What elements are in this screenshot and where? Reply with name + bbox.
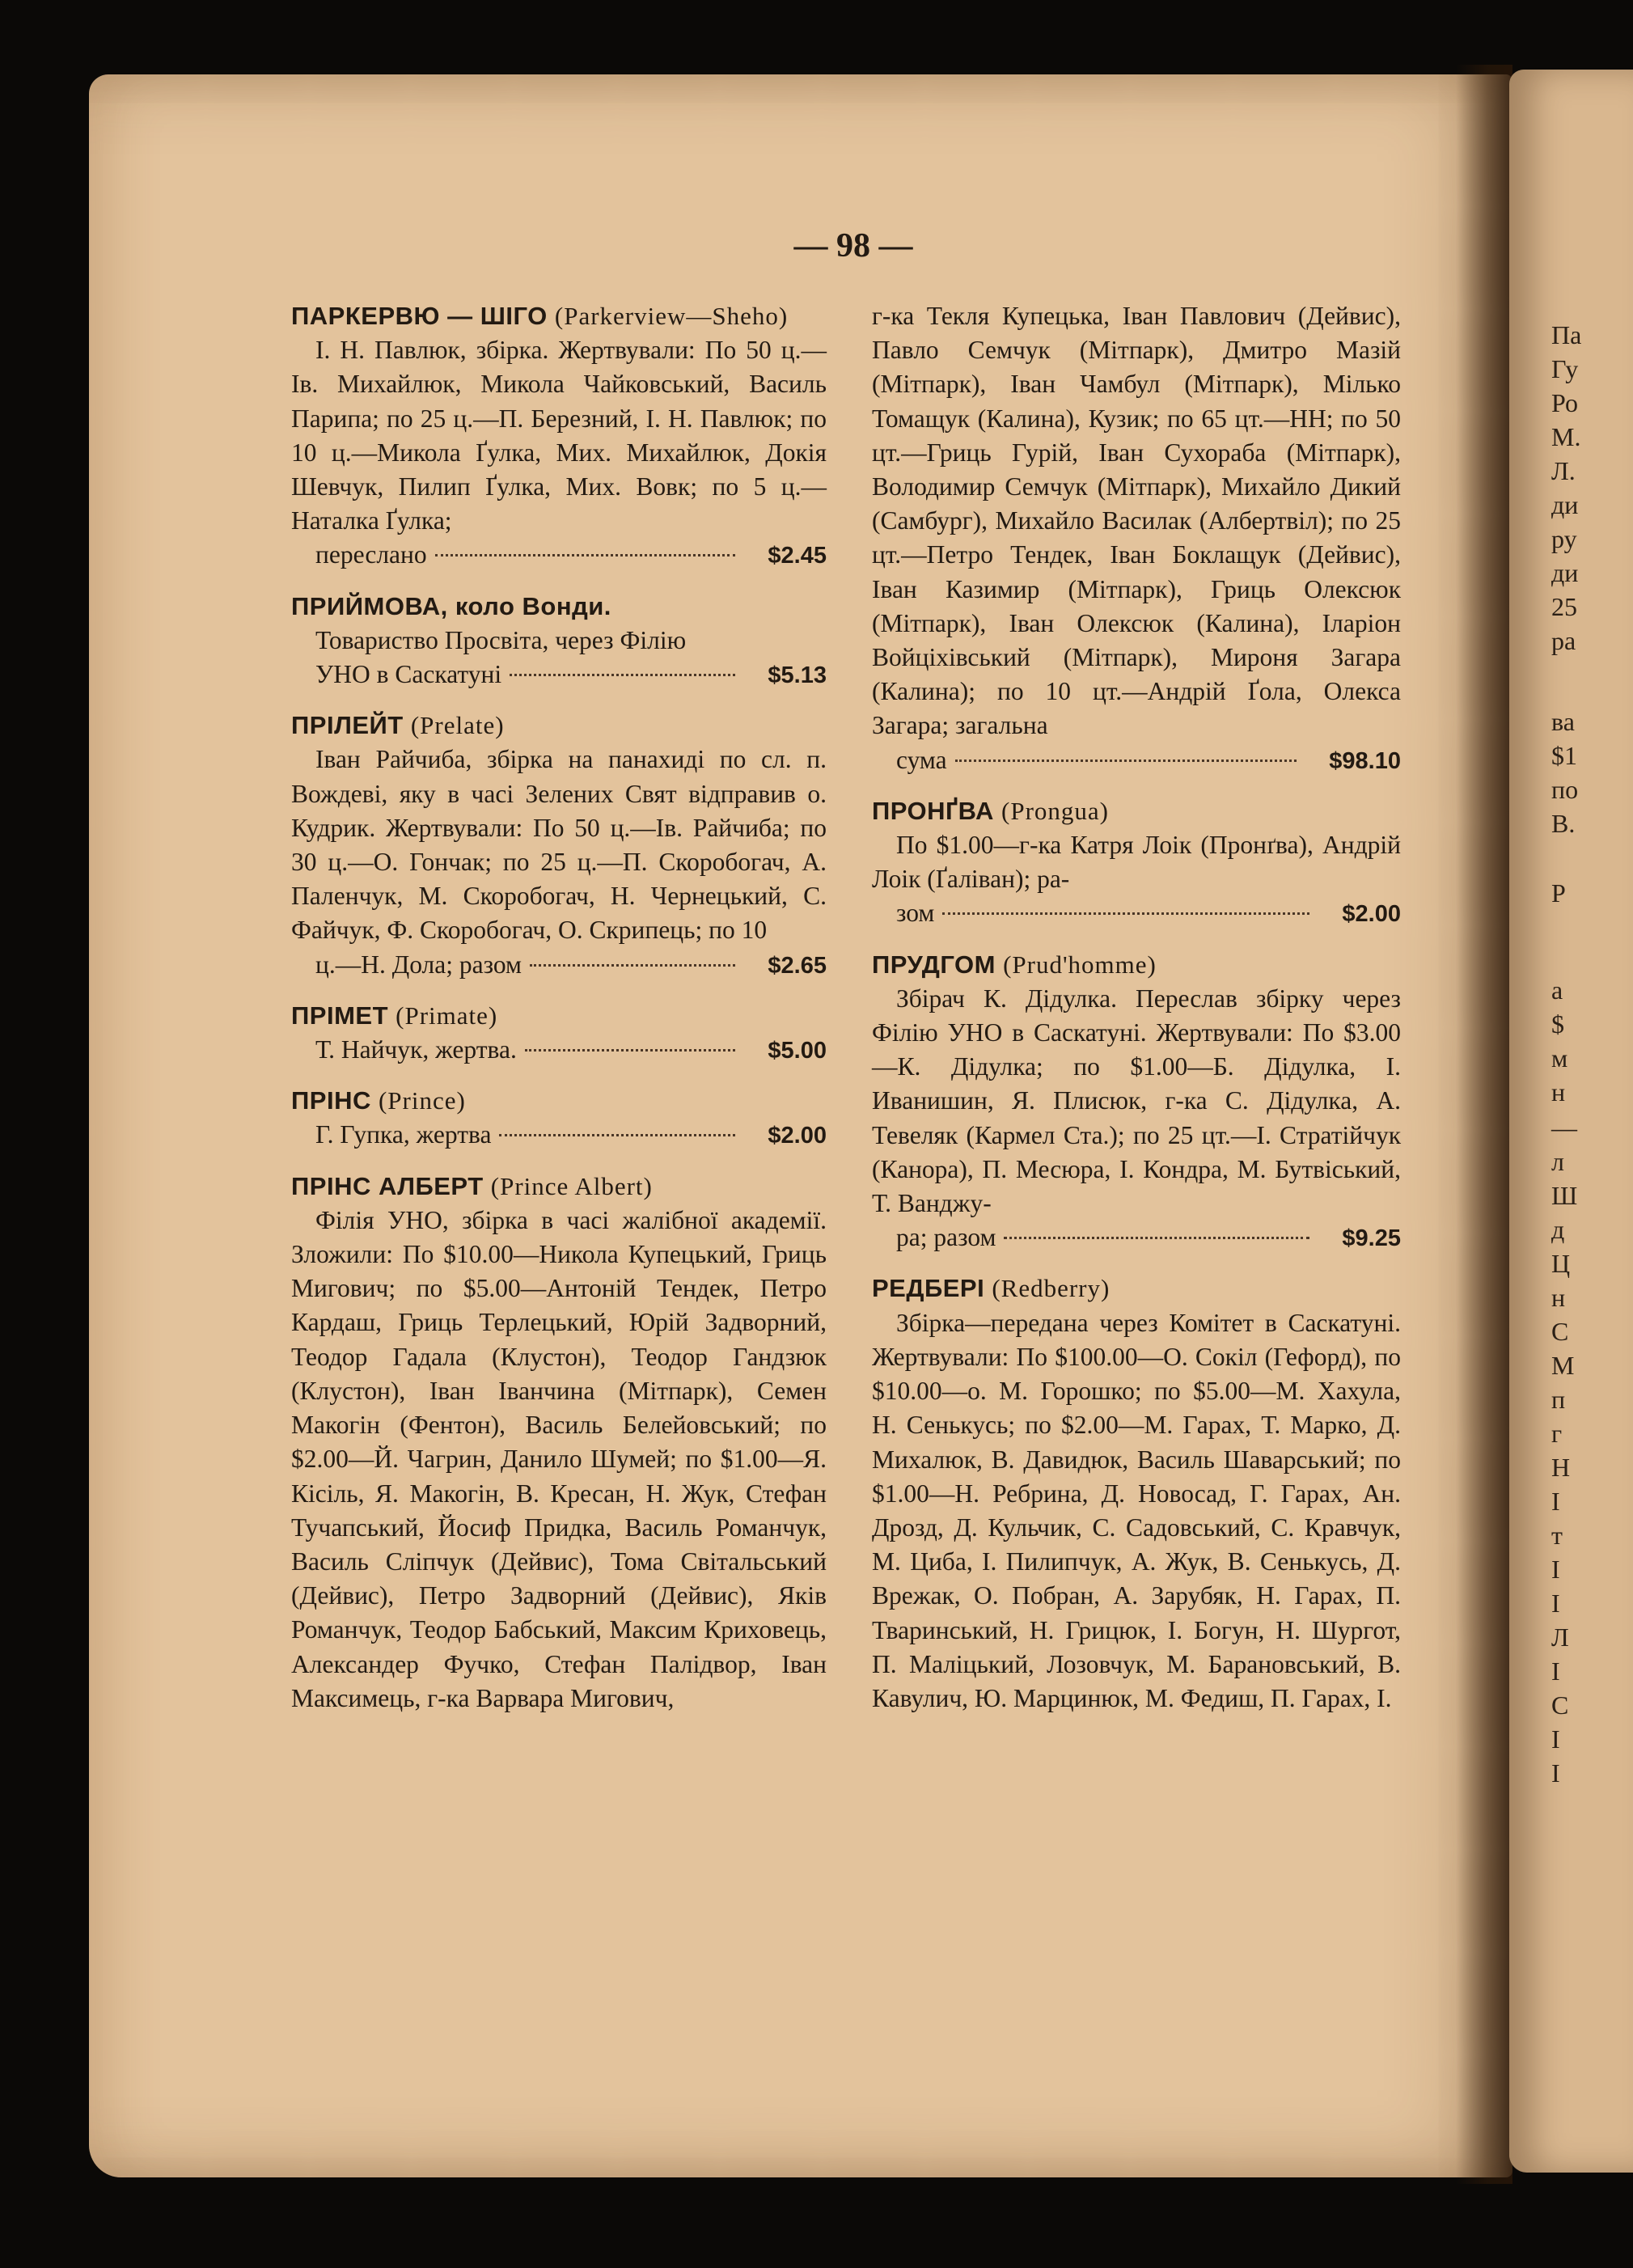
place-latin-name: (Parkerview—Sheho) <box>554 302 789 330</box>
next-page-fragment: л <box>1551 1147 1564 1176</box>
section-heading <box>291 299 827 333</box>
total-line <box>291 1118 827 1153</box>
next-page-fragment: н <box>1551 1077 1566 1106</box>
place-name: ПРІЛЕЙТ <box>291 711 404 740</box>
entry-section <box>291 590 827 693</box>
entry-section <box>291 999 827 1068</box>
entry-text: Збірач К. Дідулка. Переслав збірку через Філію УНО в Саскатуні. Жертвували: По $3.00—К. Дідулка; по $1.00—Б. Дідулка, І. Иванишин, Я. Плисюк, г-ка С. Дідулка, А. Тевеляк (Кармел Ста.); по 25 цт.—І. Стратійчук (Канора), П. Месюра, І. Кондра, М. Бутвіський, Т. Ванджу- <box>872 984 1401 1218</box>
dot-leader <box>435 554 736 556</box>
place-name: ПРУДГОМ <box>872 950 996 979</box>
section-body <box>291 743 827 982</box>
next-page-fragment: т <box>1551 1521 1563 1550</box>
entry-section <box>291 709 827 983</box>
entry-section <box>872 1272 1401 1716</box>
total-amount: $2.45 <box>768 543 827 569</box>
total-label: Т. Найчук, жертва. <box>315 1035 517 1064</box>
next-page-fragment: п <box>1551 1385 1566 1414</box>
place-name: ПРІНС АЛБЕРТ <box>291 1171 484 1200</box>
entry-text: І. Н. Павлюк, збірка. Жертвували: По 50 ц.—Ів. Михайлюк, Микола Чайковський, Василь Парипа; по 25 ц.—П. Березний, І. Н. Павлюк; по 10 ц.—Микола Ґулка, Мих. Михайлюк, Докія Шевчук, Пилип Ґулка, Мих. Вовк; по 5 ц.—Наталка Ґулка; <box>291 336 827 535</box>
total-amount: $2.65 <box>768 952 827 979</box>
next-page-fragment: Ц <box>1551 1249 1571 1278</box>
total-label: сума <box>896 745 947 774</box>
next-page-fragment: Р <box>1551 878 1566 908</box>
entry-text: Збірка—передана через Комітет в Саскатуні. Жертвували: По $100.00—О. Сокіл (Гефорд), по $10.00—о. М. Горошко; по $5.00—М. Хахула, Н. Сенькусь; по $2.00—М. Гарах, Т. Марко, Д. Михалюк, В. Давидюк, Василь Шаварський; по $1.00—Н. Ребрина, Д. Новосад, Г. Гарах, Ан. Дрозд, Д. Кульчик, С. Садовський, С. Кравчук, М. Циба, І. Пилипчук, А. Жук, В. Сенькусь, Д. Врежак, О. Побран, А. Зарубяк, Н. Гарах, П. Тваринський, Н. Грицюк, І. Богун, Н. Шургот, П. Маліцький, Лозовчук, М. Барановський, В. Кавулич, Ю. Марцинюк, М. Федиш, П. Гарах, І. <box>872 1308 1401 1712</box>
entry-section <box>291 1170 827 1716</box>
dot-leader <box>942 912 1309 915</box>
section-body <box>291 1033 827 1068</box>
place-latin-name: (Primate) <box>396 1001 498 1030</box>
next-page-fragment: В. <box>1551 809 1576 838</box>
next-page-fragment: Л. <box>1551 456 1576 485</box>
total-amount: $2.00 <box>1342 901 1401 928</box>
next-page-fragment: І <box>1551 1589 1560 1618</box>
next-page-fragment: $1 <box>1551 741 1577 770</box>
dot-leader <box>499 1134 735 1136</box>
right-column <box>872 299 1401 1732</box>
total-line <box>291 1033 827 1068</box>
section-body <box>291 333 827 573</box>
next-page-fragment: н <box>1551 1283 1566 1312</box>
page-number: — 98 — <box>793 227 913 264</box>
next-page-fragment: ди <box>1551 490 1579 519</box>
total-amount: $5.00 <box>768 1038 827 1064</box>
next-page-fragment: а <box>1551 975 1563 1005</box>
place-name: ПРІНС <box>291 1086 371 1115</box>
place-latin-name: (Prince) <box>378 1086 466 1115</box>
next-page-fragment: по <box>1551 775 1579 804</box>
place-name: ПРІМЕТ <box>291 1001 389 1030</box>
total-label: ра; разом <box>896 1223 996 1252</box>
place-latin-name: (Prelate) <box>410 711 505 740</box>
next-page-fragment: С <box>1551 1317 1569 1346</box>
section-heading <box>872 1272 1401 1305</box>
section-body <box>872 982 1401 1256</box>
entry-section <box>291 299 827 573</box>
total-line <box>872 1221 1401 1255</box>
next-page-fragment: Н <box>1551 1453 1571 1482</box>
section-body <box>291 1204 827 1716</box>
place-latin-name: (Prongua) <box>1001 796 1109 825</box>
next-page-fragment: Ш <box>1551 1181 1578 1210</box>
total-amount: $2.00 <box>768 1123 827 1149</box>
total-label: зом <box>896 899 935 928</box>
place-latin-name: (Prince Albert) <box>490 1171 653 1200</box>
section-body <box>872 299 1401 778</box>
book-gutter <box>1456 65 1512 2184</box>
next-page-fragment: г <box>1551 1419 1563 1448</box>
next-page-fragment: Л <box>1551 1623 1569 1652</box>
entry-section <box>291 1084 827 1153</box>
next-page-fragment: м <box>1551 1043 1568 1073</box>
section-body <box>872 1306 1401 1716</box>
left-column <box>291 299 827 1732</box>
total-amount: $9.25 <box>1342 1225 1401 1252</box>
place-name: ПАРКЕРВЮ — ШІГО <box>291 302 548 330</box>
place-name: ПРОНҐВА <box>872 796 994 825</box>
next-page-fragment: І <box>1551 1724 1560 1754</box>
total-line <box>291 658 827 692</box>
total-amount: $5.13 <box>768 662 827 689</box>
total-line <box>872 896 1401 931</box>
dot-leader <box>525 1049 736 1051</box>
total-line <box>291 948 827 983</box>
place-latin-name: (Prud'homme) <box>1003 950 1157 979</box>
section-heading <box>291 709 827 743</box>
next-page-fragment: М. <box>1551 422 1581 451</box>
section-heading <box>291 999 827 1033</box>
section-heading <box>291 590 827 624</box>
next-page-fragment: ру <box>1551 524 1577 553</box>
section-heading <box>872 794 1401 828</box>
entry-section <box>872 299 1401 778</box>
next-page-fragment: М <box>1551 1351 1575 1380</box>
next-page-fragment: $ <box>1551 1009 1564 1039</box>
dot-leader <box>1004 1237 1309 1239</box>
section-heading <box>872 948 1401 982</box>
place-name: РЕДБЕРІ <box>872 1274 985 1303</box>
section-heading <box>291 1170 827 1204</box>
next-page-fragment: І <box>1551 1657 1560 1686</box>
place-latin-name: (Redberry) <box>992 1274 1111 1303</box>
total-label: УНО в Саскатуні <box>315 660 502 689</box>
entry-text: г-ка Текля Купецька, Іван Павлович (Дейвис), Павло Семчук (Мітпарк), Дмитро Мазій (Мітпарк), Іван Чамбул (Мітпарк), Мілько Томащук (Калина), Кузик; по 65 цт.—НН; по 50 цт.—Гриць Гурій, Іван Сухораба (Мітпарк), Володимир Семчук (Мітпарк), Михайло Дикий (Самбург), Михайло Василак (Албертвіл); по 25 цт.—Петро Тендек, Іван Боклащук (Дейвис), Іван Казимир (Мітпарк), Гриць Олексюк (Мітпарк), Іван Олексюк (Калина), Іларіон Войціхівський (Мітпарк), Мироня Загара (Калина); по 10 цт.—Андрій Ґола, Олекса Загара; загальна <box>872 302 1401 740</box>
entry-text: Філія УНО, збірка в часі жалібної академії. Зложили: По $10.00—Никола Купецький, Гриць Мигович; по $5.00—Антоній Тендек, Петро Кардаш, Гриць Терлецький, Юрій Задворний, Теодор Гадала (Клустон), Теодор Гандзюк (Клустон), Іван Іванчина (Мітпарк), Семен Макогін (Фентон), Василь Белейовський; по $2.00—Й. Чагрин, Данило Шумей; по $1.00—Я. Кісіль, Я. Макогін, В. Кресан, Н. Жук, Стефан Тучапський, Йосиф Придка, Василь Романчук, Василь Сліпчук (Дейвис), Тома Світальський (Дейвис), Петро Задворний (Дейвис), Яків Романчук, Теодор Бабський, Максим Криховець, Александер Фучко, Стефан Палідвор, Іван Максимець, г-ка Варвара Мигович, <box>291 1205 827 1712</box>
section-body <box>291 624 827 692</box>
next-page-fragment: Гу <box>1551 354 1579 383</box>
next-page-fragment: С <box>1551 1690 1569 1720</box>
dot-leader <box>510 674 735 676</box>
next-page-edge <box>1509 70 1633 2173</box>
total-line <box>872 743 1401 778</box>
next-page-fragment: І <box>1551 1555 1560 1584</box>
entry-section <box>872 794 1401 932</box>
next-page-fragment: д <box>1551 1215 1565 1244</box>
section-body <box>872 828 1401 932</box>
total-label: переслано <box>315 540 427 569</box>
total-line <box>291 538 827 573</box>
next-page-fragment: ра <box>1551 626 1576 655</box>
next-page-fragment: І <box>1551 1758 1560 1788</box>
next-page-fragment: Па <box>1551 320 1582 349</box>
total-label: Г. Гупка, жертва <box>315 1120 492 1149</box>
total-amount: $98.10 <box>1329 747 1401 774</box>
next-page-fragment: — <box>1551 1113 1577 1142</box>
next-page-fragment: Ро <box>1551 388 1578 417</box>
section-heading <box>291 1084 827 1118</box>
dot-leader <box>955 760 1297 762</box>
place-name: ПРИЙМОВА, коло Вонди. <box>291 591 611 620</box>
entry-text: Іван Райчиба, збірка на панахиді по сл. п. Вождеві, яку в часі Зелених Свят відправив о. Кудрик. Жертвували: По 50 ц.—Ів. Райчиба; по 30 ц.—О. Гончак; по 25 ц.—П. Скоробогач, А. Паленчук, М. Скоробогач, Н. Чернецький, С. Файчук, Ф. Скоробогач, О. Скрипець; по 10 <box>291 745 827 945</box>
section-body <box>291 1118 827 1153</box>
entry-text: Товариство Просвіта, через Філію <box>315 625 687 654</box>
next-page-fragment: І <box>1551 1487 1560 1516</box>
next-page-fragment: 25 <box>1551 592 1577 621</box>
next-page-fragment: ди <box>1551 558 1579 587</box>
entry-section <box>872 948 1401 1256</box>
total-label: ц.—Н. Дола; разом <box>315 950 522 979</box>
entry-text: По $1.00—г-ка Катря Лоік (Пронґва), Андрій Лоік (Ґаліван); ра- <box>872 831 1401 894</box>
next-page-fragment: ва <box>1551 707 1575 736</box>
dot-leader <box>530 964 735 967</box>
